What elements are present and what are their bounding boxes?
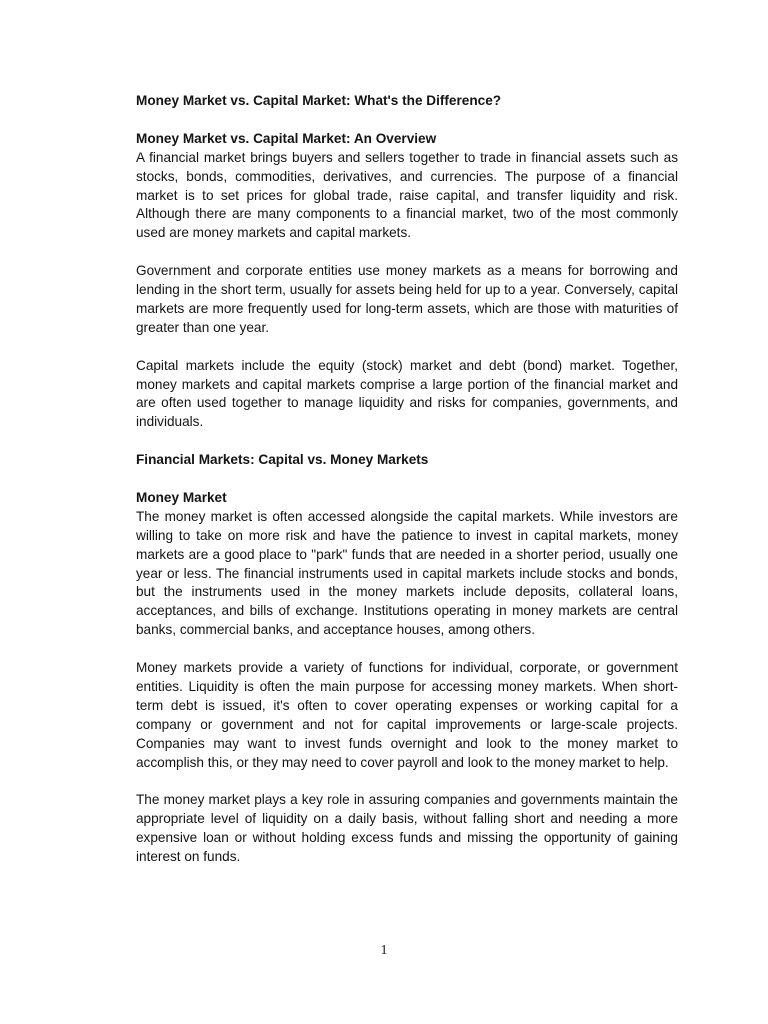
document-title: Money Market vs. Capital Market: What's the Difference? [136, 93, 502, 108]
overview-paragraph-1: A financial market brings buyers and sellers together to trade in financial assets such as stocks, bonds, commodities, derivatives, and currencies. The purpose of a financial market is to set prices for global trade, raise capital, and transfer liquidity and risk. Although there are many components to a financial market, two of the most commonly used are money markets and capital markets. [136, 149, 678, 241]
overview-heading: Money Market vs. Capital Market: An Overview [136, 130, 437, 146]
money-market-paragraph-3: The money market plays a key role in assuring companies and governments maintain the appropriate level of liquidity on a daily basis, without falling short and needing a more expensive loan or without holding excess funds and missing the opportunity of gaining interest on funds. [136, 792, 678, 865]
document-body [136, 92, 678, 886]
money-market-heading: Money Market [136, 489, 227, 505]
money-market-paragraph-1: The money market is often accessed alongside the capital markets. While investors are willing to take on more risk and have the patience to invest in capital markets, money markets are a good place to "park" funds that are needed in a shorter period, usually one year or less. The financial instruments used in capital markets include stocks and bonds, but the instruments used in the money markets include deposits, collateral loans, acceptances, and bills of exchange. Institutions operating in money markets are central banks, commercial banks, and acceptance houses, among others. [136, 508, 678, 638]
overview-paragraph-2: Government and corporate entities use money markets as a means for borrowing and lending in the short term, usually for assets being held for up to a year. Conversely, capital markets are more frequently used for long-term assets, which are those with maturities of greater than one year. [136, 263, 678, 335]
page-number: 1 [380, 942, 388, 957]
financial-markets-heading: Financial Markets: Capital vs. Money Markets [136, 452, 429, 468]
money-market-paragraph-2: Money markets provide a variety of functions for individual, corporate, or government entities. Liquidity is often the main purpose for accessing money markets. When short-term debt is issued, it's often to cover operating expenses or working capital for a company or government and not for capital improvements or large-scale projects. Companies may want to invest funds overnight and look to the money market to accomplish this, or they may need to cover payroll and look to the money market to help. [136, 660, 678, 770]
overview-paragraph-3: Capital markets include the equity (stock) market and debt (bond) market. Together, money markets and capital markets comprise a large portion of the financial market and are often used together to manage liquidity and risks for companies, governments, and individuals. [136, 357, 678, 430]
